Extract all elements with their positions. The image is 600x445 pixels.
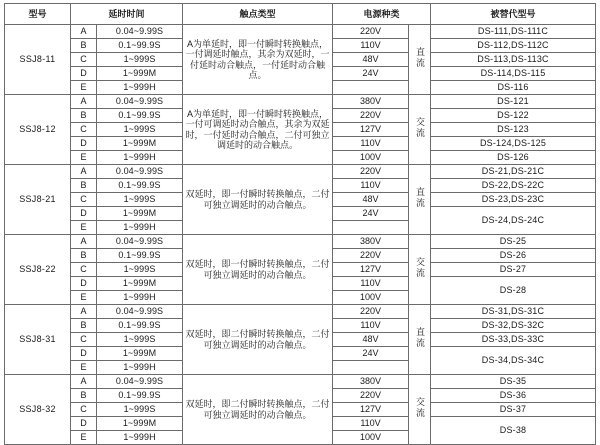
power-type-label: 交流: [415, 257, 426, 280]
delay-code-cell: E: [71, 361, 97, 375]
delay-time-cell: 1~999S: [97, 193, 183, 207]
replaced-model-cell: DS-28: [431, 277, 596, 305]
replaced-model-cell: DS-33,DS-33C: [431, 333, 596, 347]
contact-type-cell: 双延时，即一付瞬时转换触点，二付可独立调延时的动合触点。: [183, 165, 333, 235]
voltage-cell: 380V: [333, 375, 409, 389]
delay-code-cell: B: [71, 389, 97, 403]
contact-type-cell: 双延时，即一付瞬时转换触点，二付可独立调延时的动合触点。: [183, 235, 333, 305]
delay-code-cell: C: [71, 193, 97, 207]
delay-code-cell: A: [71, 235, 97, 249]
replaced-model-cell: DS-32,DS-32C: [431, 319, 596, 333]
power-type-cell: [409, 235, 431, 305]
table-body: [5, 25, 596, 445]
table-row: [5, 235, 596, 249]
power-type-label: 直流: [415, 47, 426, 70]
delay-time-cell: 1~999M: [97, 137, 183, 151]
specification-table: [4, 3, 596, 445]
replaced-model-cell: DS-112,DS-112C: [431, 39, 596, 53]
replaced-model-cell: DS-23,DS-23C: [431, 193, 596, 207]
header-power-type: 电源种类: [333, 4, 431, 25]
replaced-model-cell: DS-122: [431, 109, 596, 123]
voltage-cell: 24V: [333, 347, 409, 361]
contact-type-cell: 双延时，即二付瞬时转换触点，二付可独立调延时的动合触点。: [183, 375, 333, 445]
voltage-cell: 220V: [333, 389, 409, 403]
delay-code-cell: A: [71, 95, 97, 109]
replaced-model-cell: DS-22,DS-22C: [431, 179, 596, 193]
delay-time-cell: 0.1~99.9S: [97, 109, 183, 123]
delay-time-cell: 1~999H: [97, 431, 183, 445]
delay-code-cell: D: [71, 67, 97, 81]
voltage-cell: 48V: [333, 53, 409, 67]
table-row: [5, 25, 596, 39]
delay-code-cell: D: [71, 417, 97, 431]
delay-code-cell: C: [71, 333, 97, 347]
delay-time-cell: 0.1~99.9S: [97, 319, 183, 333]
power-type-label: 直流: [415, 187, 426, 210]
voltage-cell: 110V: [333, 39, 409, 53]
header-replaced-model: 被替代型号: [431, 4, 596, 25]
model-cell: SSJ8-11: [5, 25, 71, 95]
voltage-cell: 110V: [333, 417, 409, 431]
voltage-cell-empty: [333, 221, 409, 235]
replaced-model-cell: DS-21,DS-21C: [431, 165, 596, 179]
power-type-label: 交流: [415, 117, 426, 140]
header-model: 型号: [5, 4, 71, 25]
delay-code-cell: B: [71, 179, 97, 193]
delay-time-cell: 1~999M: [97, 347, 183, 361]
power-type-cell: [409, 95, 431, 165]
delay-time-cell: 1~999H: [97, 81, 183, 95]
delay-code-cell: A: [71, 165, 97, 179]
delay-time-cell: 1~999S: [97, 263, 183, 277]
contact-type-cell: 双延时，即二付瞬时转换触点，二付可独立调延时的动合触点。: [183, 305, 333, 375]
delay-code-cell: D: [71, 137, 97, 151]
contact-type-cell: A为单延时，即一付瞬时转换触点，一付可调延时动合触点，其余为双延时，一付延时动合触点，二付可独立调延时的动合触点。: [183, 95, 333, 165]
replaced-model-cell: DS-27: [431, 263, 596, 277]
replaced-model-cell: DS-121: [431, 95, 596, 109]
replaced-model-cell: DS-34,DS-34C: [431, 347, 596, 375]
delay-code-cell: A: [71, 305, 97, 319]
delay-time-cell: 0.04~9.99S: [97, 95, 183, 109]
voltage-cell: 380V: [333, 95, 409, 109]
delay-time-cell: 0.04~9.99S: [97, 305, 183, 319]
voltage-cell: 48V: [333, 193, 409, 207]
delay-time-cell: 1~999S: [97, 333, 183, 347]
model-cell: SSJ8-21: [5, 165, 71, 235]
table-row: [5, 95, 596, 109]
voltage-cell: 100V: [333, 431, 409, 445]
delay-code-cell: D: [71, 207, 97, 221]
delay-time-cell: 0.04~9.99S: [97, 375, 183, 389]
model-cell: SSJ8-22: [5, 235, 71, 305]
delay-code-cell: E: [71, 221, 97, 235]
delay-time-cell: 1~999S: [97, 123, 183, 137]
delay-code-cell: D: [71, 347, 97, 361]
delay-code-cell: A: [71, 375, 97, 389]
delay-code-cell: C: [71, 53, 97, 67]
delay-time-cell: 1~999M: [97, 207, 183, 221]
voltage-cell: 127V: [333, 403, 409, 417]
voltage-cell: 110V: [333, 319, 409, 333]
replaced-model-cell: DS-114,DS-115: [431, 67, 596, 81]
replaced-model-cell: DS-37: [431, 403, 596, 417]
delay-code-cell: B: [71, 249, 97, 263]
voltage-cell: 220V: [333, 165, 409, 179]
replaced-model-cell: DS-116: [431, 81, 596, 95]
delay-time-cell: 1~999M: [97, 277, 183, 291]
replaced-model-cell: DS-123: [431, 123, 596, 137]
delay-code-cell: D: [71, 277, 97, 291]
voltage-cell: 220V: [333, 249, 409, 263]
delay-code-cell: E: [71, 431, 97, 445]
voltage-cell-empty: [333, 361, 409, 375]
delay-code-cell: B: [71, 39, 97, 53]
delay-code-cell: A: [71, 25, 97, 39]
power-type-label: 直流: [415, 327, 426, 350]
replaced-model-cell: DS-26: [431, 249, 596, 263]
voltage-cell: 220V: [333, 109, 409, 123]
delay-time-cell: 0.1~99.9S: [97, 179, 183, 193]
model-cell: SSJ8-32: [5, 375, 71, 445]
header-delay-time: 延时时间: [71, 4, 183, 25]
delay-code-cell: E: [71, 81, 97, 95]
delay-time-cell: 0.04~9.99S: [97, 165, 183, 179]
table-header-row: [5, 4, 596, 25]
delay-time-cell: 1~999S: [97, 53, 183, 67]
power-type-cell: [409, 305, 431, 375]
voltage-cell: 127V: [333, 123, 409, 137]
delay-time-cell: 1~999M: [97, 67, 183, 81]
voltage-cell: 110V: [333, 137, 409, 151]
replaced-model-cell: DS-25: [431, 235, 596, 249]
delay-time-cell: 1~999H: [97, 221, 183, 235]
replaced-model-cell: DS-35: [431, 375, 596, 389]
header-contact-type: 触点类型: [183, 4, 333, 25]
replaced-model-cell: DS-36: [431, 389, 596, 403]
delay-code-cell: C: [71, 403, 97, 417]
replaced-model-cell: DS-111,DS-111C: [431, 25, 596, 39]
delay-time-cell: 0.04~9.99S: [97, 25, 183, 39]
power-type-cell: [409, 25, 431, 95]
delay-code-cell: B: [71, 109, 97, 123]
replaced-model-cell: DS-124,DS-125: [431, 137, 596, 151]
delay-time-cell: 1~999H: [97, 151, 183, 165]
delay-time-cell: 0.04~9.99S: [97, 235, 183, 249]
delay-code-cell: C: [71, 263, 97, 277]
delay-code-cell: E: [71, 151, 97, 165]
voltage-cell: 24V: [333, 207, 409, 221]
voltage-cell: 100V: [333, 151, 409, 165]
table-row: [5, 305, 596, 319]
voltage-cell: 220V: [333, 305, 409, 319]
voltage-cell: 110V: [333, 179, 409, 193]
delay-code-cell: C: [71, 123, 97, 137]
voltage-cell: 48V: [333, 333, 409, 347]
delay-time-cell: 1~999H: [97, 361, 183, 375]
model-cell: SSJ8-12: [5, 95, 71, 165]
power-type-label: 交流: [415, 397, 426, 420]
model-cell: SSJ8-31: [5, 305, 71, 375]
replaced-model-cell: DS-31,DS-31C: [431, 305, 596, 319]
power-type-cell: [409, 165, 431, 235]
replaced-model-cell: DS-38: [431, 417, 596, 445]
delay-time-cell: 1~999S: [97, 403, 183, 417]
delay-code-cell: E: [71, 291, 97, 305]
power-type-cell: [409, 375, 431, 445]
replaced-model-cell: DS-126: [431, 151, 596, 165]
delay-time-cell: 0.1~99.9S: [97, 249, 183, 263]
delay-time-cell: 0.1~99.9S: [97, 39, 183, 53]
table-row: [5, 165, 596, 179]
replaced-model-cell: DS-113,DS-113C: [431, 53, 596, 67]
delay-time-cell: 1~999M: [97, 417, 183, 431]
voltage-cell: 24V: [333, 67, 409, 81]
voltage-cell: 127V: [333, 263, 409, 277]
voltage-cell: 110V: [333, 277, 409, 291]
delay-time-cell: 1~999H: [97, 291, 183, 305]
voltage-cell: 220V: [333, 25, 409, 39]
voltage-cell-empty: [333, 81, 409, 95]
voltage-cell: 380V: [333, 235, 409, 249]
voltage-cell: 100V: [333, 291, 409, 305]
delay-code-cell: B: [71, 319, 97, 333]
delay-time-cell: 0.1~99.9S: [97, 389, 183, 403]
contact-type-cell: A为单延时，即一付瞬时转换触点，一付调延时触点，其余为双延时，一付延时动合触点，一付延时动合触点。: [183, 25, 333, 95]
table-row: [5, 375, 596, 389]
replaced-model-cell: DS-24,DS-24C: [431, 207, 596, 235]
